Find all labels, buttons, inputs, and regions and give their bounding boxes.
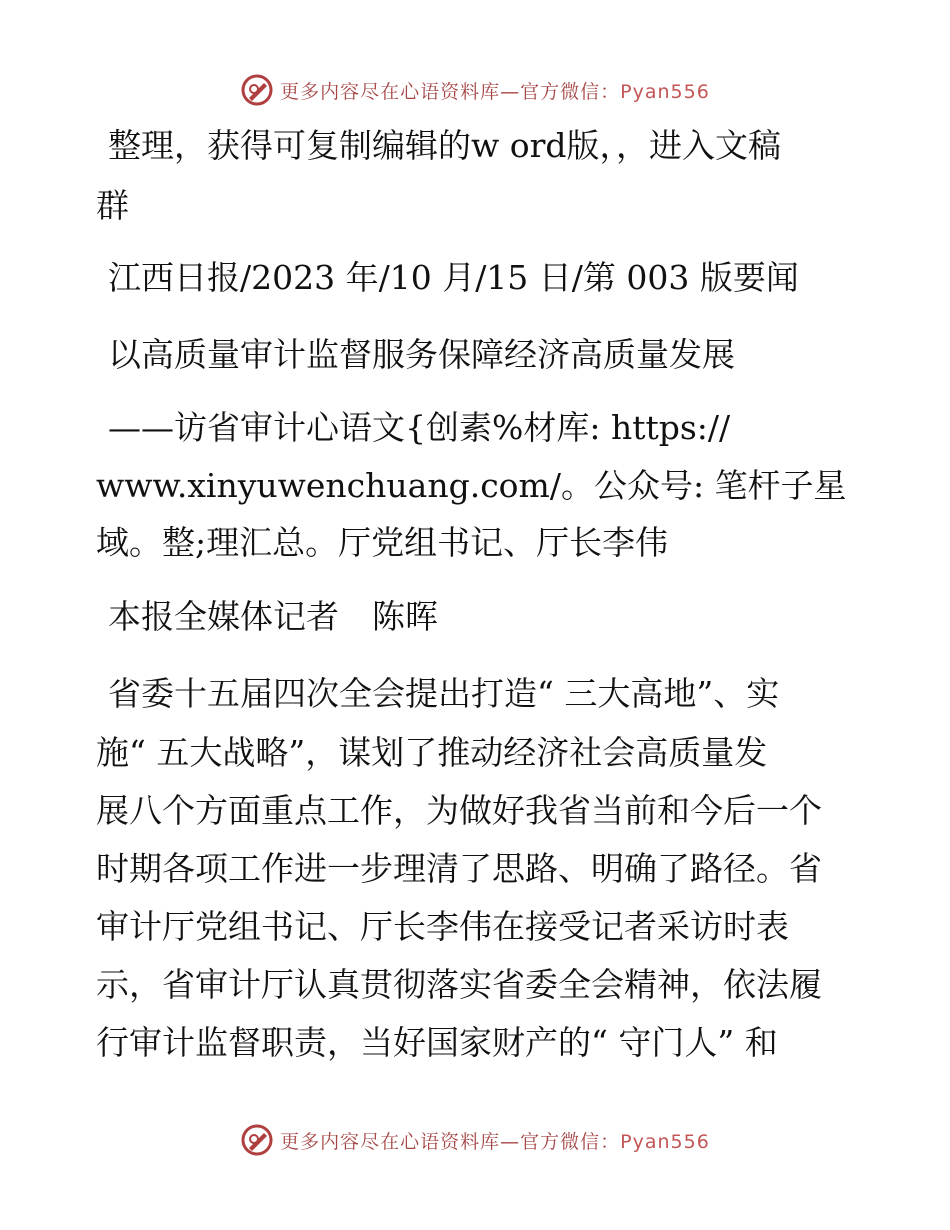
text-line: 整理，获得可复制编辑的w ord版，，进入文稿: [108, 126, 782, 165]
paragraph-line: 展八个方面重点工作，为做好我省当前和今后一个: [96, 791, 822, 830]
footer-watermark: [0, 1120, 950, 1160]
pen-logo-icon: [240, 73, 274, 107]
article-title: 以高质量审计监督服务保障经济高质量发展: [108, 335, 735, 374]
paragraph-line: 省委十五届四次全会提出打造“ 三大高地”、实: [108, 674, 780, 713]
byline: 本报全媒体记者 陈晖: [108, 597, 438, 636]
watermark-text: 更多内容尽在心语资料库—官方微信：Pyan556: [280, 1130, 710, 1153]
text-line: www.xinyuwenchuang.com/。公众号: 笔杆子星: [96, 466, 847, 505]
pen-logo-icon: [240, 1123, 274, 1157]
paragraph-line: 示，省审计厅认真贯彻落实省委全会精神，依法履: [96, 965, 822, 1004]
wechat-id: Pyan556: [620, 80, 710, 103]
paragraph-line: 审计厅党组书记、厅长李伟在接受记者采访时表: [96, 907, 789, 946]
publication-line: 江西日报/2023 年/10 月/15 日/第 003 版要闻: [108, 258, 799, 297]
paragraph-line: 行审计监督职责，当好国家财产的“ 守门人” 和: [96, 1023, 778, 1062]
paragraph-line: 时期各项工作进一步理清了思路、明确了路径。省: [96, 849, 822, 888]
watermark-text: 更多内容尽在心语资料库—官方微信：Pyan556: [280, 80, 710, 103]
text-line: 域。整;理汇总。厅党组书记、厅长李伟: [96, 523, 669, 562]
article-subtitle: ——访省审计心语文{创素%材库: https://: [108, 408, 731, 447]
text-line: 群: [96, 186, 129, 225]
paragraph-line: 施“ 五大战略”，谋划了推动经济社会高质量发: [96, 733, 768, 772]
wechat-id: Pyan556: [620, 1130, 710, 1153]
header-watermark: [0, 70, 950, 110]
